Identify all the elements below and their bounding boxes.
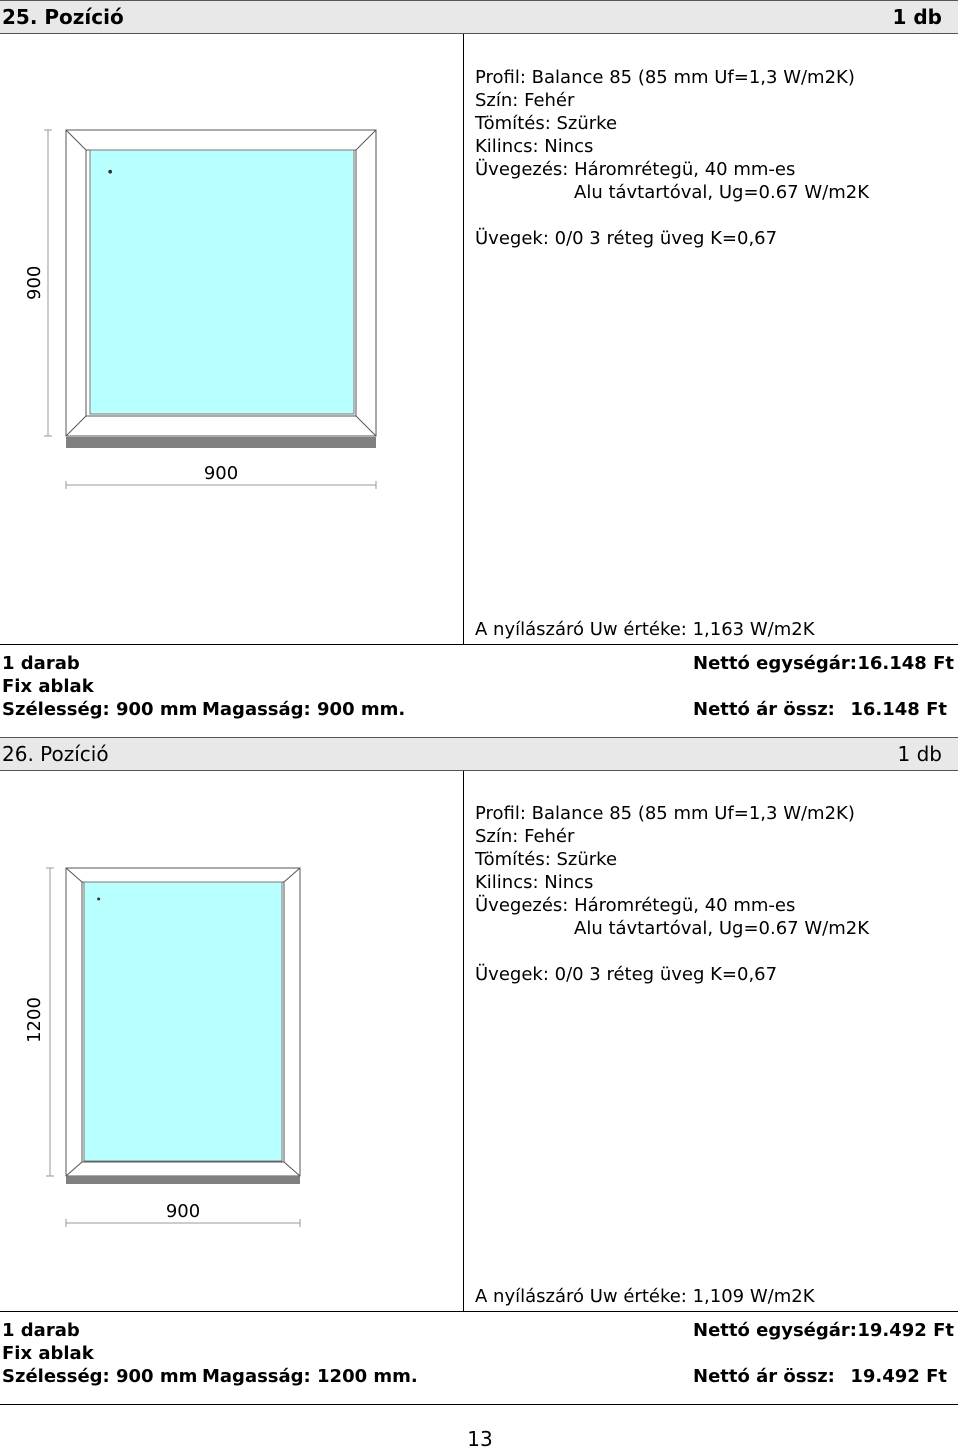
spec-glazing: Üvegezés: Háromrétegü, 40 mm-es — [475, 159, 796, 180]
summary-type: Fix ablak — [2, 676, 94, 697]
height-dimension-label: 900 — [24, 265, 45, 300]
spec-block — [475, 66, 869, 250]
spec-profile: Profil: Balance 85 (85 mm Uf=1,3 W/m2K) — [475, 67, 855, 88]
total-price-label: Nettó ár össz: — [693, 1366, 835, 1387]
spec-block — [475, 802, 869, 986]
window-sill — [66, 437, 376, 448]
window-drawing — [0, 34, 460, 504]
uw-value: A nyílászáró Uw értéke: 1,163 W/m2K — [475, 619, 815, 640]
separator — [0, 1311, 958, 1312]
separator — [0, 644, 958, 645]
spec-glazing: Üvegezés: Háromrétegü, 40 mm-es — [475, 895, 796, 916]
position-title: 26. Pozíció — [2, 742, 109, 766]
spec-handle: Kilincs: Nincs — [475, 136, 594, 157]
height-dimension-label: 1200 — [24, 997, 45, 1043]
position-title: 25. Pozíció — [2, 5, 124, 29]
position-quantity: 1 db — [892, 5, 942, 29]
uw-value: A nyílászáró Uw értéke: 1,109 W/m2K — [475, 1286, 815, 1307]
spec-glass: Üvegek: 0/0 3 réteg üveg K=0,67 — [475, 228, 778, 249]
summary-width: Szélesség: 900 mm — [2, 699, 198, 720]
spec-seal: Tömítés: Szürke — [475, 113, 618, 134]
column-divider — [463, 34, 464, 644]
spec-profile: Profil: Balance 85 (85 mm Uf=1,3 W/m2K) — [475, 803, 855, 824]
footer-separator — [0, 1404, 958, 1405]
window-drawing — [0, 771, 460, 1241]
spec-seal: Tömítés: Szürke — [475, 849, 618, 870]
glass-marker: ● — [108, 169, 113, 175]
unit-price-value: 16.148 Ft — [857, 653, 954, 674]
summary-width: Szélesség: 900 mm — [2, 1366, 198, 1387]
spec-color: Szín: Fehér — [475, 90, 575, 111]
position-header — [0, 0, 958, 34]
width-dimension-label: 900 — [165, 1201, 201, 1222]
position-quantity: 1 db — [897, 742, 942, 766]
summary-count: 1 darab — [2, 653, 80, 674]
column-divider — [463, 771, 464, 1311]
summary-height: Magasság: 900 mm. — [202, 699, 406, 720]
spec-color: Szín: Fehér — [475, 826, 575, 847]
glass-pane — [84, 882, 282, 1161]
page-number: 13 — [467, 1427, 493, 1451]
total-price-value: 19.492 Ft — [850, 1366, 947, 1387]
window-sill — [66, 1176, 300, 1184]
glass-marker: ● — [97, 896, 101, 901]
width-dimension-label: 900 — [203, 463, 239, 484]
spec-spacer: Alu távtartóval, Ug=0.67 W/m2K — [574, 182, 870, 203]
position-header — [0, 737, 958, 771]
spec-handle: Kilincs: Nincs — [475, 872, 594, 893]
glass-pane — [90, 150, 354, 414]
unit-price-label: Nettó egységár: — [693, 653, 857, 674]
summary-height: Magasság: 1200 mm. — [202, 1366, 418, 1387]
summary-type: Fix ablak — [2, 1343, 94, 1364]
spec-glass: Üvegek: 0/0 3 réteg üveg K=0,67 — [475, 964, 778, 985]
summary-count: 1 darab — [2, 1320, 80, 1341]
total-price-label: Nettó ár össz: — [693, 699, 835, 720]
spec-spacer: Alu távtartóval, Ug=0.67 W/m2K — [574, 918, 870, 939]
unit-price-label: Nettó egységár: — [693, 1320, 857, 1341]
total-price-value: 16.148 Ft — [850, 699, 947, 720]
unit-price-value: 19.492 Ft — [857, 1320, 954, 1341]
